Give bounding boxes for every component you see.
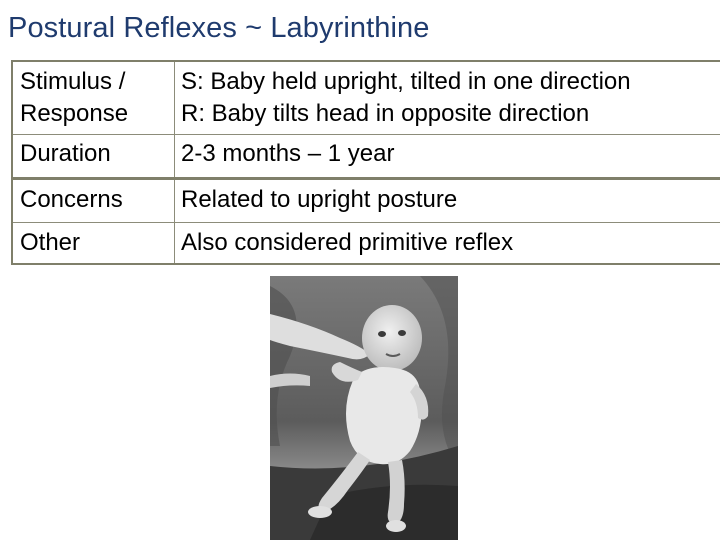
row-value-line: R: Baby tilts head in opposite direction (181, 100, 590, 127)
row-label-line: Concerns (20, 186, 123, 213)
row-label-line: Stimulus / (20, 68, 126, 95)
row-value-line: S: Baby held upright, tilted in one direction (181, 68, 631, 95)
row-value-line: 2-3 months – 1 year (181, 140, 395, 167)
infant-illustration (270, 276, 458, 540)
row-label-line: Duration (20, 140, 111, 167)
slide-title: Postural Reflexes ~ Labyrinthine (8, 12, 430, 44)
table-row-stimulus-response (13, 62, 720, 134)
reflex-info-table (11, 60, 720, 265)
table-row-duration (13, 134, 720, 177)
table-row-concerns (13, 180, 720, 223)
row-label-line: Other (20, 229, 81, 256)
table-row-other (13, 223, 720, 265)
infant-photo (270, 276, 458, 540)
row-value-line: Related to upright posture (181, 186, 458, 213)
infant-body (346, 367, 422, 464)
infant-head (362, 305, 422, 371)
row-label-line: Response (20, 100, 129, 127)
row-value-line: Also considered primitive reflex (181, 229, 514, 256)
